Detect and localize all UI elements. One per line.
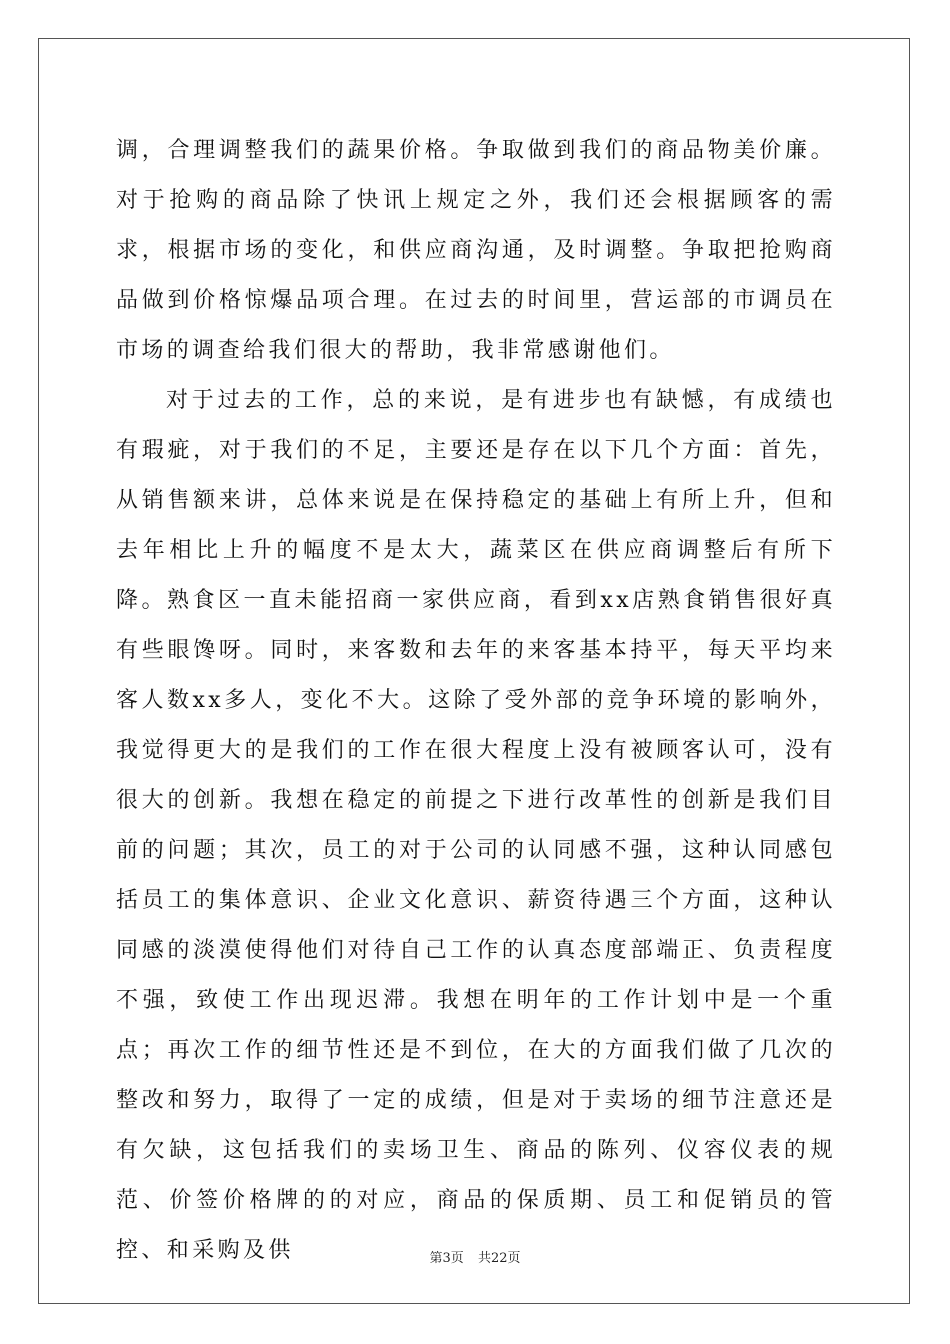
page-total: 共22页: [477, 1251, 521, 1266]
paragraph-review: 对于过去的工作，总的来说，是有进步也有缺憾，有成绩也有瑕疵，对于我们的不足，主要还是存在以下几个方面：首先，从销售额来讲，总体来说是在保持稳定的基础上有所上升，但和去年相比上升的幅度不是太大，蔬菜区在供应商调整后有所下降。熟食区一直未能招商一家供应商，看到xx店熟食销售很好真有些眼馋呀。同时，来客数和去年的来客基本持平，每天平均来客人数xx多人，变化不大。这除了受外部的竞争环境的影响外，我觉得更大的是我们的工作在很大程度上没有被顾客认可，没有很大的创新。我想在稳定的前提之下进行改革性的创新是我们目前的问题；其次，员工的对于公司的认同感不强，这种认同感包括员工的集体意识、企业文化意识、薪资待遇三个方面，这种认同感的淡漠使得他们对待自己工作的认真态度部端正、负责程度不强，致使工作出现迟滞。我想在明年的工作计划中是一个重点；再次工作的细节性还是不到位，在大的方面我们做了几次的整改和努力，取得了一定的成绩，但是对于卖场的细节注意还是有欠缺，这包括我们的卖场卫生、商品的陈列、仪容仪表的规范、价签价格牌的的对应，商品的保质期、员工和促销员的管控、和采购及供: [116, 388, 836, 1263]
page-number: 第3页: [429, 1251, 464, 1266]
paragraph-continued: 调，合理调整我们的蔬果价格。争取做到我们的商品物美价廉。对于抢购的商品除了快讯上规定之外，我们还会根据顾客的需求，根据市场的变化，和供应商沟通，及时调整。争取把抢购商品做到价格惊爆品项合理。在过去的时间里，营运部的市调员在市场的调查给我们很大的帮助，我非常感谢他们。: [116, 138, 836, 363]
page-footer: [0, 1247, 950, 1266]
document-body: [116, 126, 836, 1276]
